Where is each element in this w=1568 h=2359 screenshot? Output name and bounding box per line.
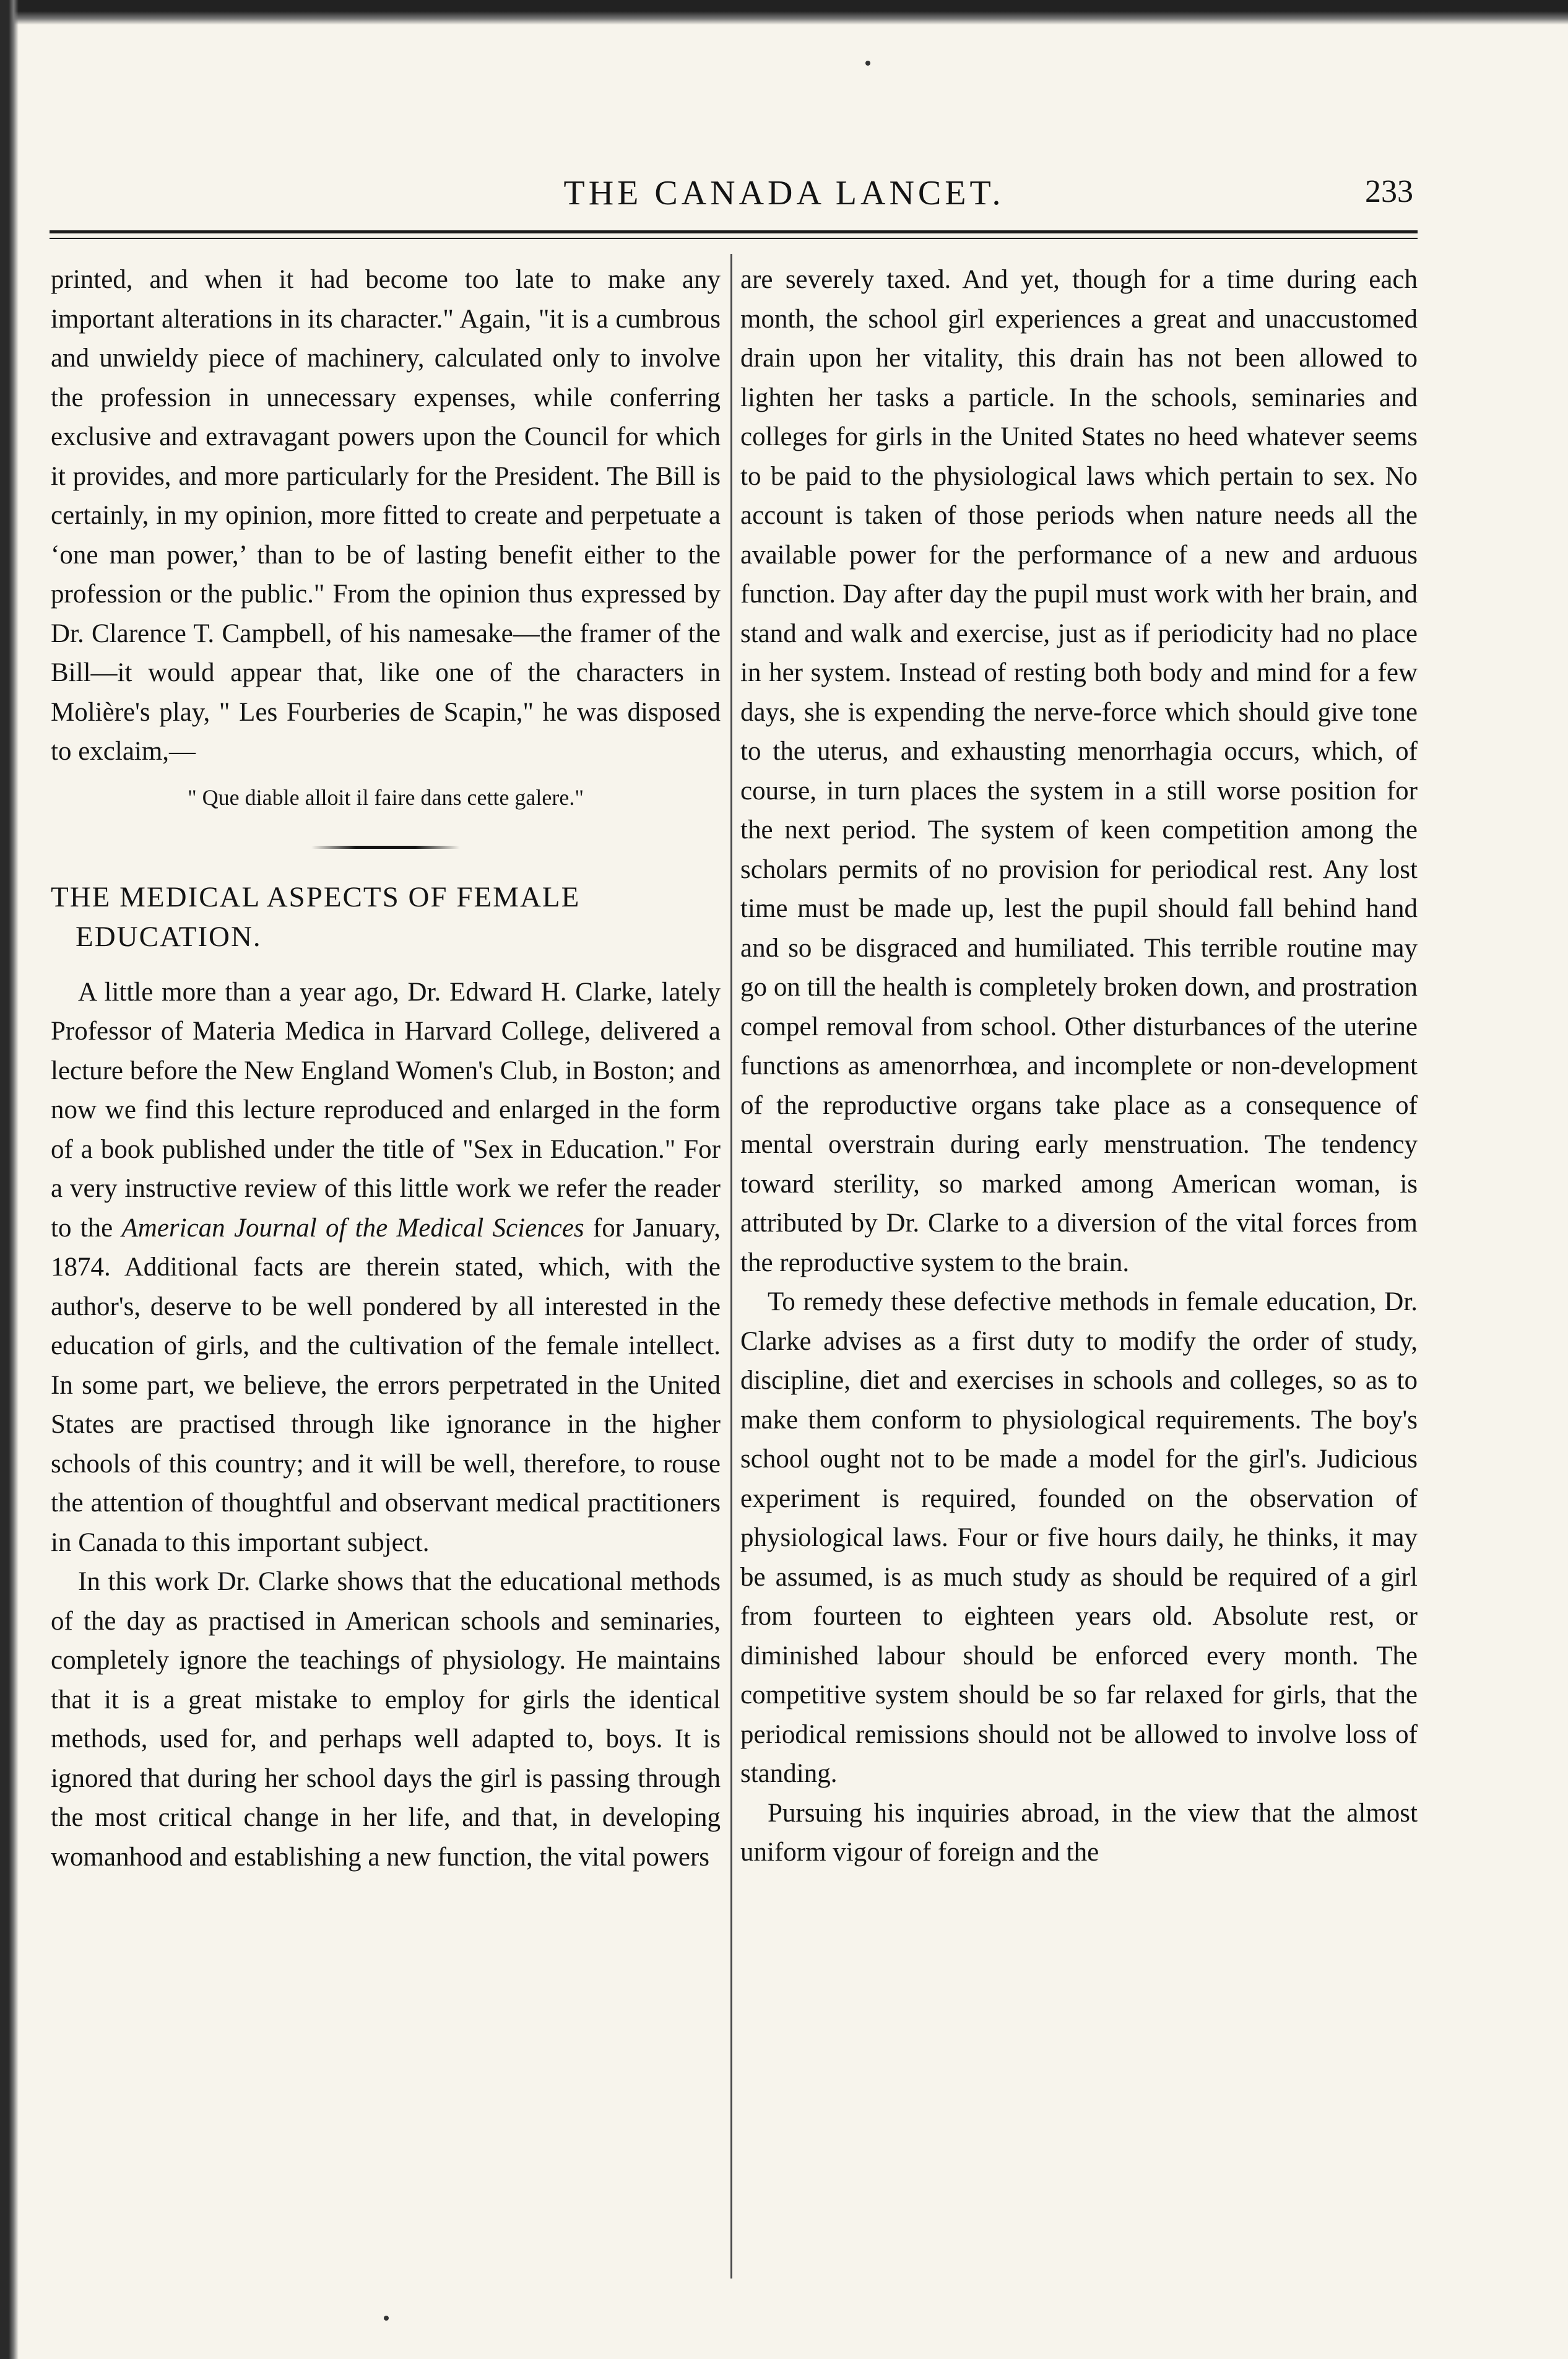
right-paragraph-3: Pursuing his inquiries abroad, in the view that the almost uniform vigour of foreign and the <box>740 1798 1418 1867</box>
right-column <box>740 260 1418 1872</box>
article-paragraph-1-text-b: for January, 1874. Additional facts are therein stated, which, with the author's, deserve to be well pondered by all interested in the education of girls, and the cultivation of the female intellect. In some part, we believe, the errors perpetrated in the United States are practised through like ignorance in the higher schools of this country; and it will be well, therefore, to rouse the attention of thoughtful and observant medical practitioners in Canada to this important subject. <box>51 1213 721 1557</box>
article-heading <box>51 877 721 957</box>
page-binding-edge <box>0 0 19 2359</box>
article-paragraph-1 <box>51 973 721 1563</box>
page-number: 233 <box>1365 174 1413 209</box>
article-paragraph-1-text-a: A little more than a year ago, Dr. Edward H. Clarke, lately Professor of Materia Medica in Harvard College, delivered a lecture before the New England Women's Club, in Boston; and now we find this lecture reproduced and enlarged in the form of a book published under the title of "Sex in Education." For a very instructive review of this little work we refer the reader to the <box>51 977 721 1243</box>
french-quotation: " Que diable alloit il faire dans cette galere." <box>187 784 584 810</box>
print-speck <box>865 61 870 66</box>
page-top-edge <box>0 0 1568 25</box>
header-rule-thin <box>50 238 1418 239</box>
right-paragraph-2: To remedy these defective methods in female education, Dr. Clarke advises as a first duty to modify the order of study, discipline, diet and exercises in schools and colleges, so as to make them conform to physiological requirements. The boy's school ought not to be made a model for the girl's. Judicious experiment is required, founded on the observation of physiological laws. Four or five hours daily, he thinks, it may be assumed, is as much study as should be required of a girl from fourteen to eighteen years old. Absolute rest, or diminished labour should be enforced every month. The competitive system should be so far relaxed for girls, that the periodical remissions should not be allowed to involve loss of standing. <box>740 1287 1418 1788</box>
running-title: THE CANADA LANCET. <box>563 174 1005 212</box>
left-column <box>51 260 721 1877</box>
column-divider <box>730 254 732 2279</box>
article-paragraph-2: In this work Dr. Clarke shows that the educational methods of the day as practised in American schools and seminaries, completely ignore the teachings of physiology. He maintains that it is a great mistake to employ for girls the identical methods, used for, and perhaps well adapted to, boys. It is ignored that during her school days the girl is passing through the most critical change in her life, and that, in developing womanhood and establishing a new function, the vital powers <box>51 1567 721 1872</box>
article-heading-line1: THE MEDICAL ASPECTS OF FEMALE <box>51 880 581 913</box>
section-divider <box>311 846 460 849</box>
left-paragraph-continuation: printed, and when it had become too late to make any important alterations in its character." Again, "it is a cumbrous and unwieldy piece of machinery, calculated only to involve the profession in unnecessary expenses, while conferring exclusive and extravagant powers upon the Council for which it provides, and more particularly for the President. The Bill is certainly, in my opinion, more fitted to create and perpetuate a ‘one man power,’ than to be of lasting benefit either to the profession or the public." From the opinion thus expressed by Dr. Clarence T. Campbell, of his namesake—the framer of the Bill—it would appear that, like one of the characters in Molière's play, " Les Fourberies de Scapin," he was disposed to exclaim,— <box>51 265 721 766</box>
right-paragraph-1: are severely taxed. And yet, though for a time during each month, the school girl experiences a great and unaccustomed drain upon her vitality, this drain has not been allowed to lighten her tasks a particle. In the schools, seminaries and colleges for girls in the United States no heed whatever seems to be paid to the physiological laws which pertain to sex. No account is taken of those periods when nature needs all the available power for the performance of a new and arduous function. Day after day the pupil must work with her brain, and stand and walk and exercise, just as if periodicity had no place in her system. Instead of resting both body and mind for a few days, she is expending the nerve-force which should give tone to the uterus, and exhausting menorrhagia occurs, which, of course, in turn places the system in a still worse position for the next period. The system of keen competition among the scholars permits of no provision for periodical rest. Any lost time must be made up, lest the pupil should fall behind hand and so be disgraced and humiliated. This terrible routine may go on till the health is completely broken down, and prostration compel removal from school. Other disturbances of the uterine functions as amenorrhœa, and incomplete or non-development of the reproductive organs take place as a consequence of mental overstrain during early menstruation. The tendency toward sterility, so marked among American woman, is attributed by Dr. Clarke to a diversion of the vital forces from the reproductive system to the brain. <box>740 265 1418 1277</box>
page-header <box>0 173 1568 223</box>
header-rule <box>50 230 1418 233</box>
article-heading-line2: EDUCATION. <box>76 920 262 953</box>
print-speck <box>384 2316 389 2321</box>
journal-title: American Journal of the Medical Sciences <box>121 1213 584 1243</box>
